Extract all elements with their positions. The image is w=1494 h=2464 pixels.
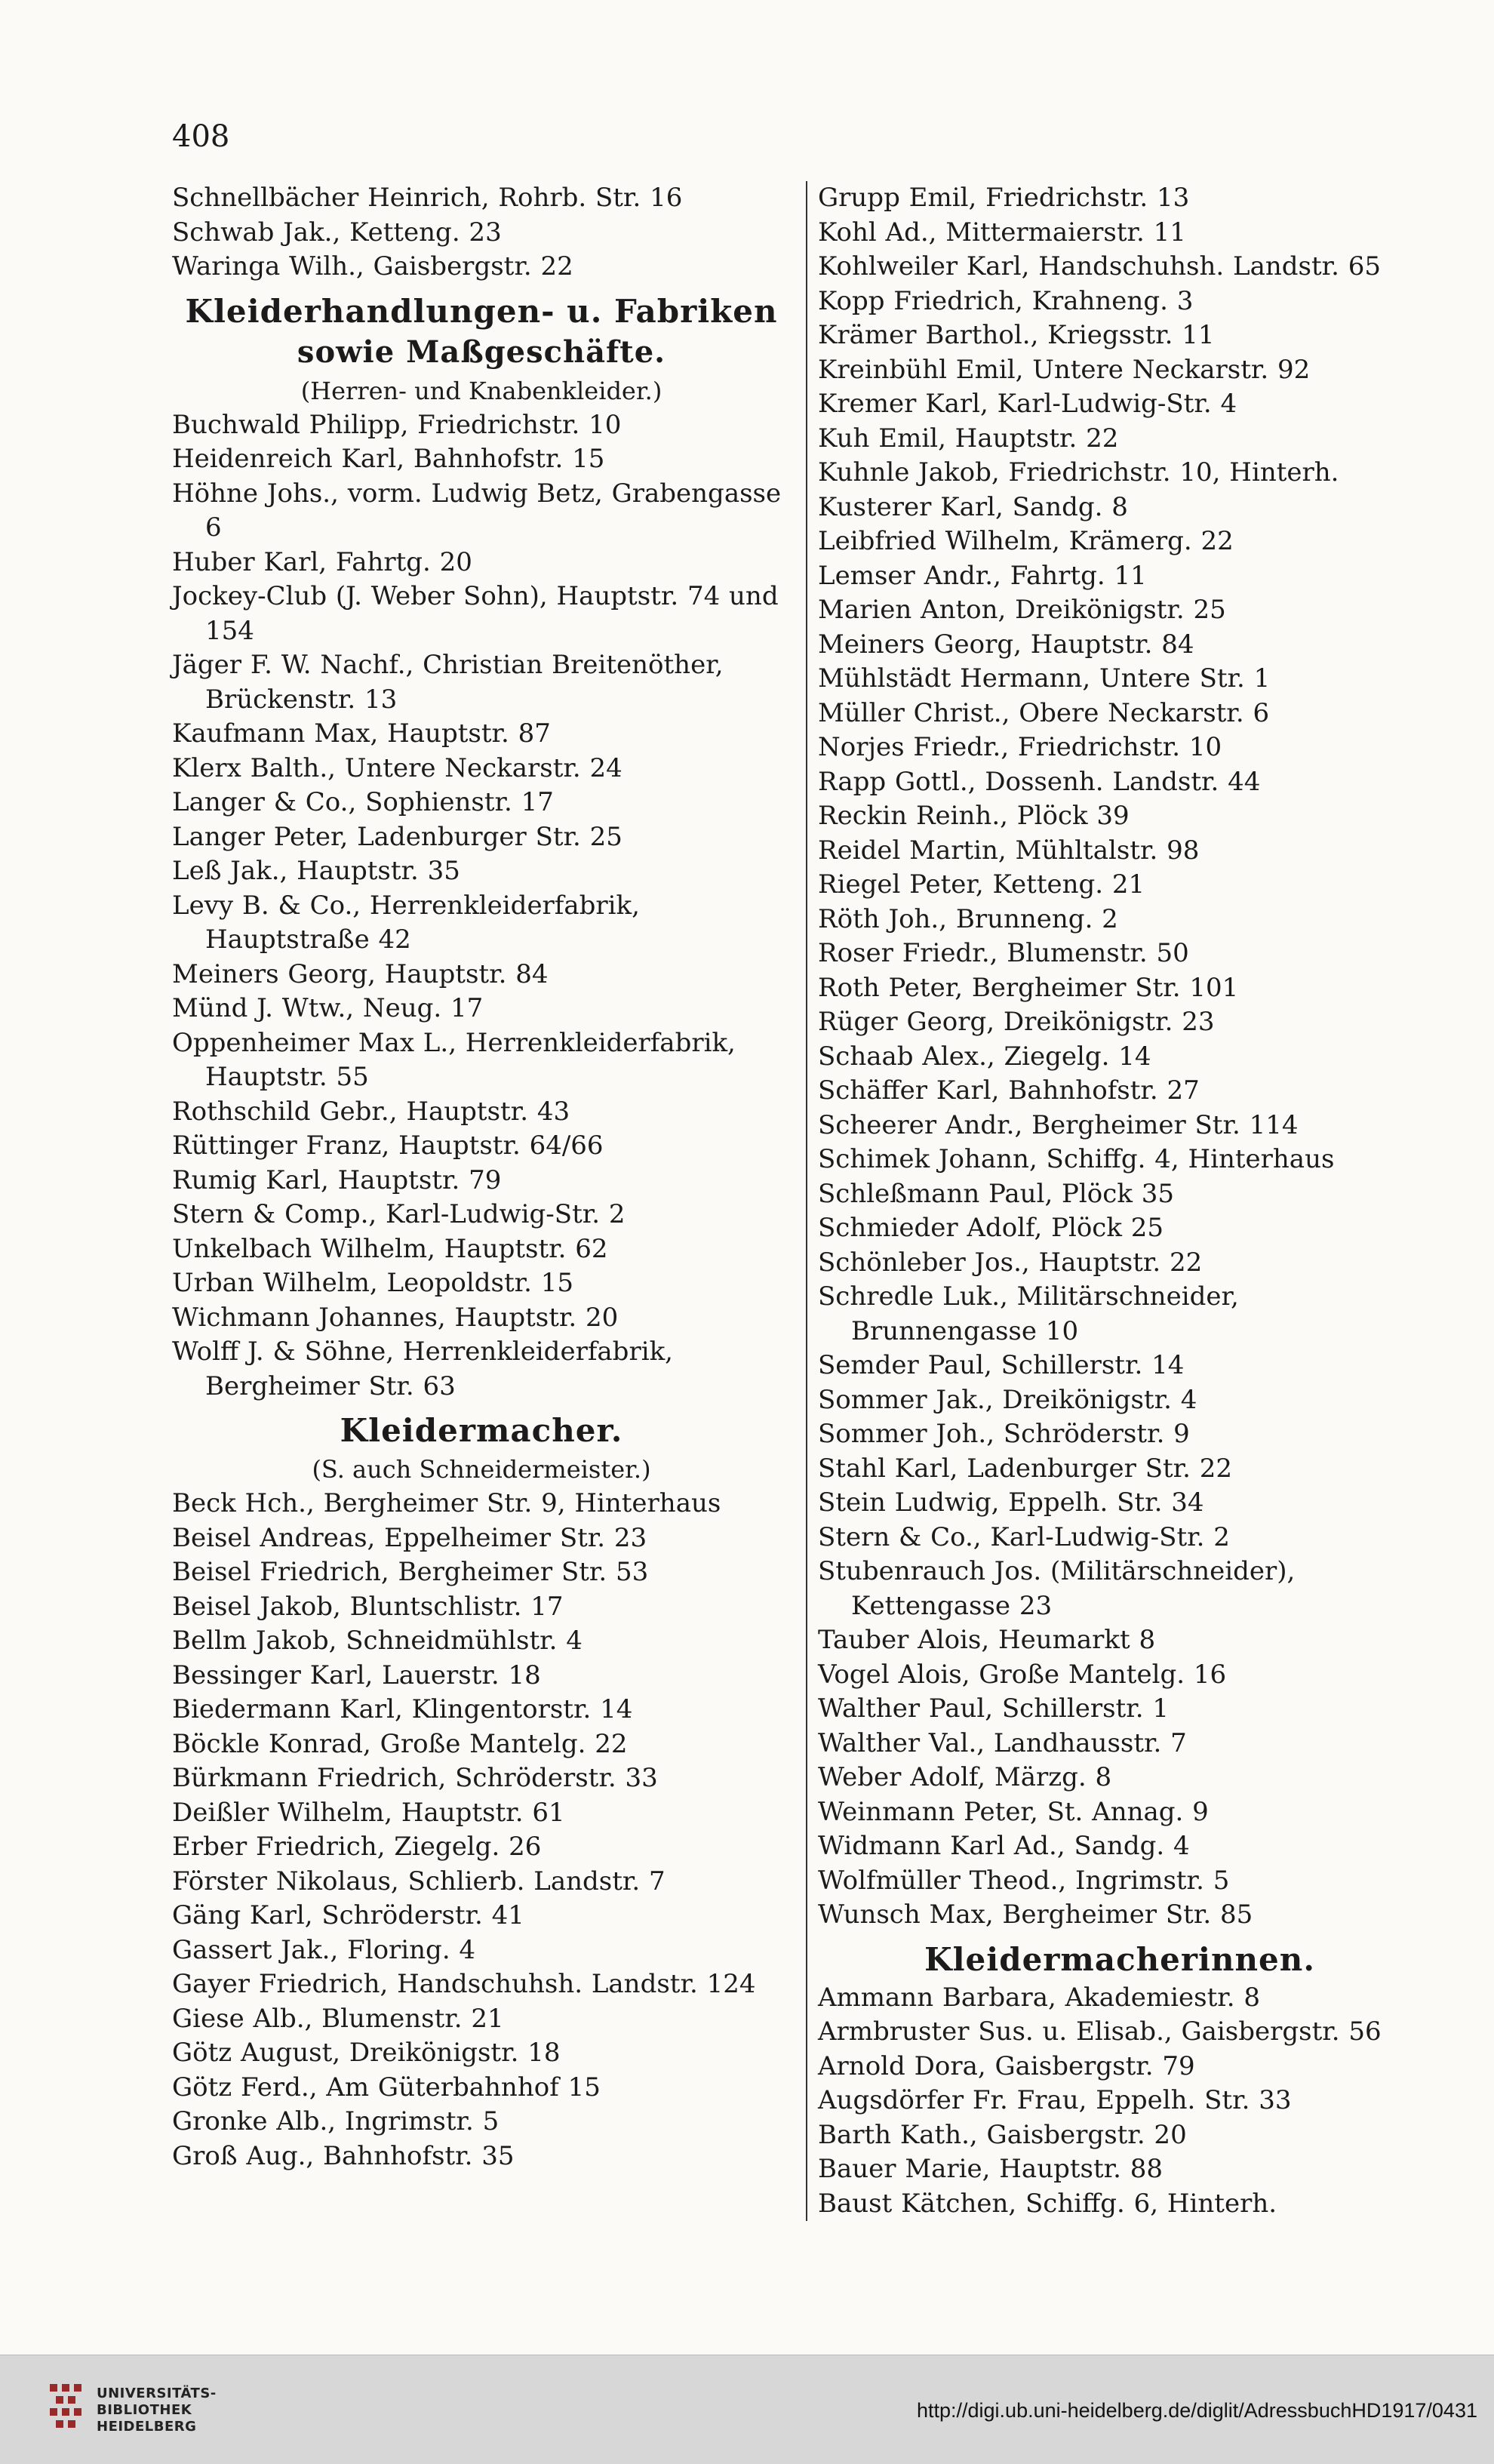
directory-entry: Kohl Ad., Mittermaierstr. 11 <box>818 217 1186 248</box>
section-heading-kleidermacherinnen: Kleidermacherinnen. <box>924 1940 1315 1978</box>
directory-entry: Schwab Jak., Ketteng. 23 <box>172 217 502 248</box>
page-number: 408 <box>172 119 230 154</box>
directory-entry: Schnellbächer Heinrich, Rohrb. Str. 16 <box>172 183 683 213</box>
directory-entry: Stubenrauch Jos. (Militärschneider), Kettengasse 23 <box>818 1556 1296 1621</box>
directory-entry: Gäng Karl, Schröderstr. 41 <box>172 1900 524 1930</box>
section-note-herren: (Herren- und Knabenkleider.) <box>300 376 662 405</box>
section-heading-kleiderhandlungen: Kleiderhandlungen- u. Fabriken <box>185 292 778 330</box>
permalink-url[interactable]: http://digi.ub.uni-heidelberg.de/diglit/AdressbuchHD1917/0431 <box>916 2399 1477 2422</box>
directory-entry: Bessinger Karl, Lauerstr. 18 <box>172 1660 541 1690</box>
directory-entry: Beisel Jakob, Bluntschlistr. 17 <box>172 1591 564 1622</box>
directory-entry: Jockey-Club (J. Weber Sohn), Hauptstr. 74 und 154 <box>172 581 779 646</box>
directory-entry: Barth Kath., Gaisbergstr. 20 <box>818 2119 1187 2150</box>
directory-entry: Rapp Gottl., Dossenh. Landstr. 44 <box>818 766 1261 797</box>
kleiderhandlungen-entries <box>172 408 791 1404</box>
directory-entry: Tauber Alois, Heumarkt 8 <box>818 1625 1156 1655</box>
directory-entry: Krämer Barthol., Kriegsstr. 11 <box>818 320 1215 350</box>
directory-entry: Kremer Karl, Karl-Ludwig-Str. 4 <box>818 389 1237 419</box>
directory-entry: Levy B. & Co., Herrenkleiderfabrik, Hauptstraße 42 <box>172 890 640 955</box>
directory-entry: Stein Ludwig, Eppelh. Str. 34 <box>818 1487 1204 1518</box>
directory-entry: Beisel Andreas, Eppelheimer Str. 23 <box>172 1522 647 1553</box>
directory-entry: Buchwald Philipp, Friedrichstr. 10 <box>172 409 622 440</box>
directory-entry: Biedermann Karl, Klingentorstr. 14 <box>172 1694 633 1724</box>
directory-entry: Beisel Friedrich, Bergheimer Str. 53 <box>172 1557 649 1587</box>
directory-entry: Scheerer Andr., Bergheimer Str. 114 <box>818 1109 1299 1140</box>
directory-entry: Roth Peter, Bergheimer Str. 101 <box>818 972 1239 1003</box>
directory-entry: Schleßmann Paul, Plöck 35 <box>818 1178 1174 1209</box>
directory-entry: Kohlweiler Karl, Handschuhsh. Landstr. 65 <box>818 251 1382 281</box>
section-heading-massgeschaefte: sowie Maßgeschäfte. <box>297 334 666 370</box>
viewer-footer <box>0 2355 1494 2464</box>
directory-entry: Gayer Friedrich, Handschuhsh. Landstr. 124 <box>172 1969 756 1999</box>
directory-entry: Armbruster Sus. u. Elisab., Gaisbergstr. 56 <box>818 2016 1382 2047</box>
directory-entry: Bürkmann Friedrich, Schröderstr. 33 <box>172 1763 658 1793</box>
directory-entry: Kaufmann Max, Hauptstr. 87 <box>172 718 551 749</box>
directory-entry: Bellm Jakob, Schneidmühlstr. 4 <box>172 1626 583 1656</box>
directory-entry: Schredle Luk., Militärschneider, Brunnengasse 10 <box>818 1281 1239 1346</box>
directory-entry: Sommer Jak., Dreikönigstr. 4 <box>818 1384 1197 1415</box>
directory-entry: Gronke Alb., Ingrimstr. 5 <box>172 2106 500 2136</box>
directory-entry: Heidenreich Karl, Bahnhofstr. 15 <box>172 444 605 474</box>
left-top-entries <box>172 181 791 285</box>
right-column <box>806 181 1422 2221</box>
directory-entry: Rüger Georg, Dreikönigstr. 23 <box>818 1007 1215 1037</box>
directory-entry: Schaab Alex., Ziegelg. 14 <box>818 1041 1151 1072</box>
directory-entry: Gassert Jak., Floring. 4 <box>172 1934 476 1965</box>
directory-entry: Förster Nikolaus, Schlierb. Landstr. 7 <box>172 1866 666 1896</box>
section-note-schneidermeister: (S. auch Schneidermeister.) <box>312 1455 651 1484</box>
directory-entry: Vogel Alois, Große Mantelg. 16 <box>818 1659 1227 1690</box>
directory-entry: Meiners Georg, Hauptstr. 84 <box>818 629 1194 660</box>
directory-entry: Wunsch Max, Bergheimer Str. 85 <box>818 1900 1253 1930</box>
directory-entry: Augsdörfer Fr. Frau, Eppelh. Str. 33 <box>818 2085 1292 2115</box>
left-column <box>172 181 791 2173</box>
directory-entry: Wolff J. & Söhne, Herrenkleiderfabrik, Bergheimer Str. 63 <box>172 1337 673 1401</box>
directory-entry: Riegel Peter, Ketteng. 21 <box>818 869 1145 900</box>
directory-entry: Walther Val., Landhausstr. 7 <box>818 1727 1187 1758</box>
directory-entry: Münd J. Wtw., Neug. 17 <box>172 993 484 1023</box>
directory-entry: Groß Aug., Bahnhofstr. 35 <box>172 2140 515 2171</box>
directory-entry: Böckle Konrad, Große Mantelg. 22 <box>172 1728 628 1759</box>
section-heading-kleidermacher: Kleidermacher. <box>340 1412 623 1449</box>
logo-line-2: BIBLIOTHEK <box>97 2402 192 2418</box>
kleidermacher-entries <box>172 1487 791 2173</box>
directory-entry: Schimek Johann, Schiffg. 4, Hinterhaus <box>818 1144 1335 1174</box>
kleidermacherinnen-entries <box>818 1981 1422 2222</box>
directory-entry: Kuhnle Jakob, Friedrichstr. 10, Hinterh. <box>818 457 1339 488</box>
directory-entry: Unkelbach Wilhelm, Hauptstr. 62 <box>172 1233 608 1264</box>
directory-entry: Schäffer Karl, Bahnhofstr. 27 <box>818 1075 1200 1106</box>
directory-entry: Walther Paul, Schillerstr. 1 <box>818 1693 1169 1724</box>
directory-entry: Marien Anton, Dreikönigstr. 25 <box>818 595 1226 625</box>
directory-entry: Erber Friedrich, Ziegelg. 26 <box>172 1832 542 1862</box>
directory-entry: Widmann Karl Ad., Sandg. 4 <box>818 1831 1190 1861</box>
directory-entry: Giese Alb., Blumenstr. 21 <box>172 2003 504 2034</box>
directory-entry: Bauer Marie, Hauptstr. 88 <box>818 2154 1164 2184</box>
directory-entry: Mühlstädt Hermann, Untere Str. 1 <box>818 663 1271 694</box>
directory-entry: Leß Jak., Hauptstr. 35 <box>172 856 460 886</box>
directory-entry: Deißler Wilhelm, Hauptstr. 61 <box>172 1797 565 1828</box>
directory-entry: Weber Adolf, Märzg. 8 <box>818 1762 1112 1792</box>
right-entries <box>818 181 1422 1933</box>
directory-entry: Sommer Joh., Schröderstr. 9 <box>818 1419 1190 1449</box>
directory-entry: Ammann Barbara, Akademiestr. 8 <box>818 1982 1261 2013</box>
directory-entry: Klerx Balth., Untere Neckarstr. 24 <box>172 752 622 783</box>
directory-entry: Jäger F. W. Nachf., Christian Breitenöther, Brückenstr. 13 <box>172 650 724 715</box>
directory-entry: Rumig Karl, Hauptstr. 79 <box>172 1164 502 1195</box>
directory-entry: Waringa Wilh., Gaisbergstr. 22 <box>172 251 573 281</box>
directory-entry: Röth Joh., Brunneng. 2 <box>818 903 1118 934</box>
library-logo-text[interactable] <box>97 2386 217 2435</box>
directory-entry: Baust Kätchen, Schiffg. 6, Hinterh. <box>818 2188 1277 2219</box>
directory-entry: Rothschild Gebr., Hauptstr. 43 <box>172 1096 570 1127</box>
directory-entry: Rüttinger Franz, Hauptstr. 64/66 <box>172 1130 604 1161</box>
directory-entry: Reidel Martin, Mühltalstr. 98 <box>818 835 1200 866</box>
directory-entry: Kuh Emil, Hauptstr. 22 <box>818 423 1119 454</box>
directory-entry: Arnold Dora, Gaisbergstr. 79 <box>818 2050 1195 2081</box>
directory-entry: Müller Christ., Obere Neckarstr. 6 <box>818 697 1270 728</box>
directory-entry: Kreinbühl Emil, Untere Neckarstr. 92 <box>818 354 1311 385</box>
directory-entry: Stern & Co., Karl-Ludwig-Str. 2 <box>818 1521 1230 1552</box>
directory-entry: Weinmann Peter, St. Annag. 9 <box>818 1796 1209 1827</box>
logo-line-3: HEIDELBERG <box>97 2419 197 2435</box>
directory-entry: Stern & Comp., Karl-Ludwig-Str. 2 <box>172 1199 626 1229</box>
directory-entry: Beck Hch., Bergheimer Str. 9, Hinterhaus <box>172 1488 721 1518</box>
directory-entry: Schmieder Adolf, Plöck 25 <box>818 1213 1164 1243</box>
directory-entry: Langer & Co., Sophienstr. 17 <box>172 787 554 817</box>
directory-entry: Götz August, Dreikönigstr. 18 <box>172 2038 561 2068</box>
directory-entry: Urban Wilhelm, Leopoldstr. 15 <box>172 1268 574 1298</box>
directory-entry: Reckin Reinh., Plöck 39 <box>818 801 1130 831</box>
directory-entry: Huber Karl, Fahrtg. 20 <box>172 546 472 577</box>
directory-entry: Stahl Karl, Ladenburger Str. 22 <box>818 1453 1233 1484</box>
logo-line-1: UNIVERSITÄTS- <box>97 2386 217 2401</box>
directory-entry: Oppenheimer Max L., Herrenkleiderfabrik, Hauptstr. 55 <box>172 1027 736 1092</box>
directory-entry: Semder Paul, Schillerstr. 14 <box>818 1350 1185 1380</box>
directory-entry: Schönleber Jos., Hauptstr. 22 <box>818 1247 1203 1278</box>
directory-entry: Langer Peter, Ladenburger Str. 25 <box>172 821 622 852</box>
directory-entry: Grupp Emil, Friedrichstr. 13 <box>818 183 1190 213</box>
directory-entry: Kusterer Karl, Sandg. 8 <box>818 491 1128 522</box>
university-seal-icon <box>47 2381 86 2437</box>
directory-entry: Götz Ferd., Am Güterbahnhof 15 <box>172 2072 601 2103</box>
directory-entry: Lemser Andr., Fahrtg. 11 <box>818 560 1147 591</box>
directory-entry: Wichmann Johannes, Hauptstr. 20 <box>172 1302 619 1333</box>
directory-entry: Leibfried Wilhelm, Krämerg. 22 <box>818 526 1234 556</box>
directory-entry: Höhne Johs., vorm. Ludwig Betz, Grabengasse 6 <box>172 478 782 543</box>
directory-entry: Norjes Friedr., Friedrichstr. 10 <box>818 732 1222 762</box>
directory-entry: Meiners Georg, Hauptstr. 84 <box>172 958 549 989</box>
directory-entry: Roser Friedr., Blumenstr. 50 <box>818 938 1189 968</box>
directory-entry: Kopp Friedrich, Krahneng. 3 <box>818 285 1194 316</box>
directory-entry: Wolfmüller Theod., Ingrimstr. 5 <box>818 1865 1230 1896</box>
